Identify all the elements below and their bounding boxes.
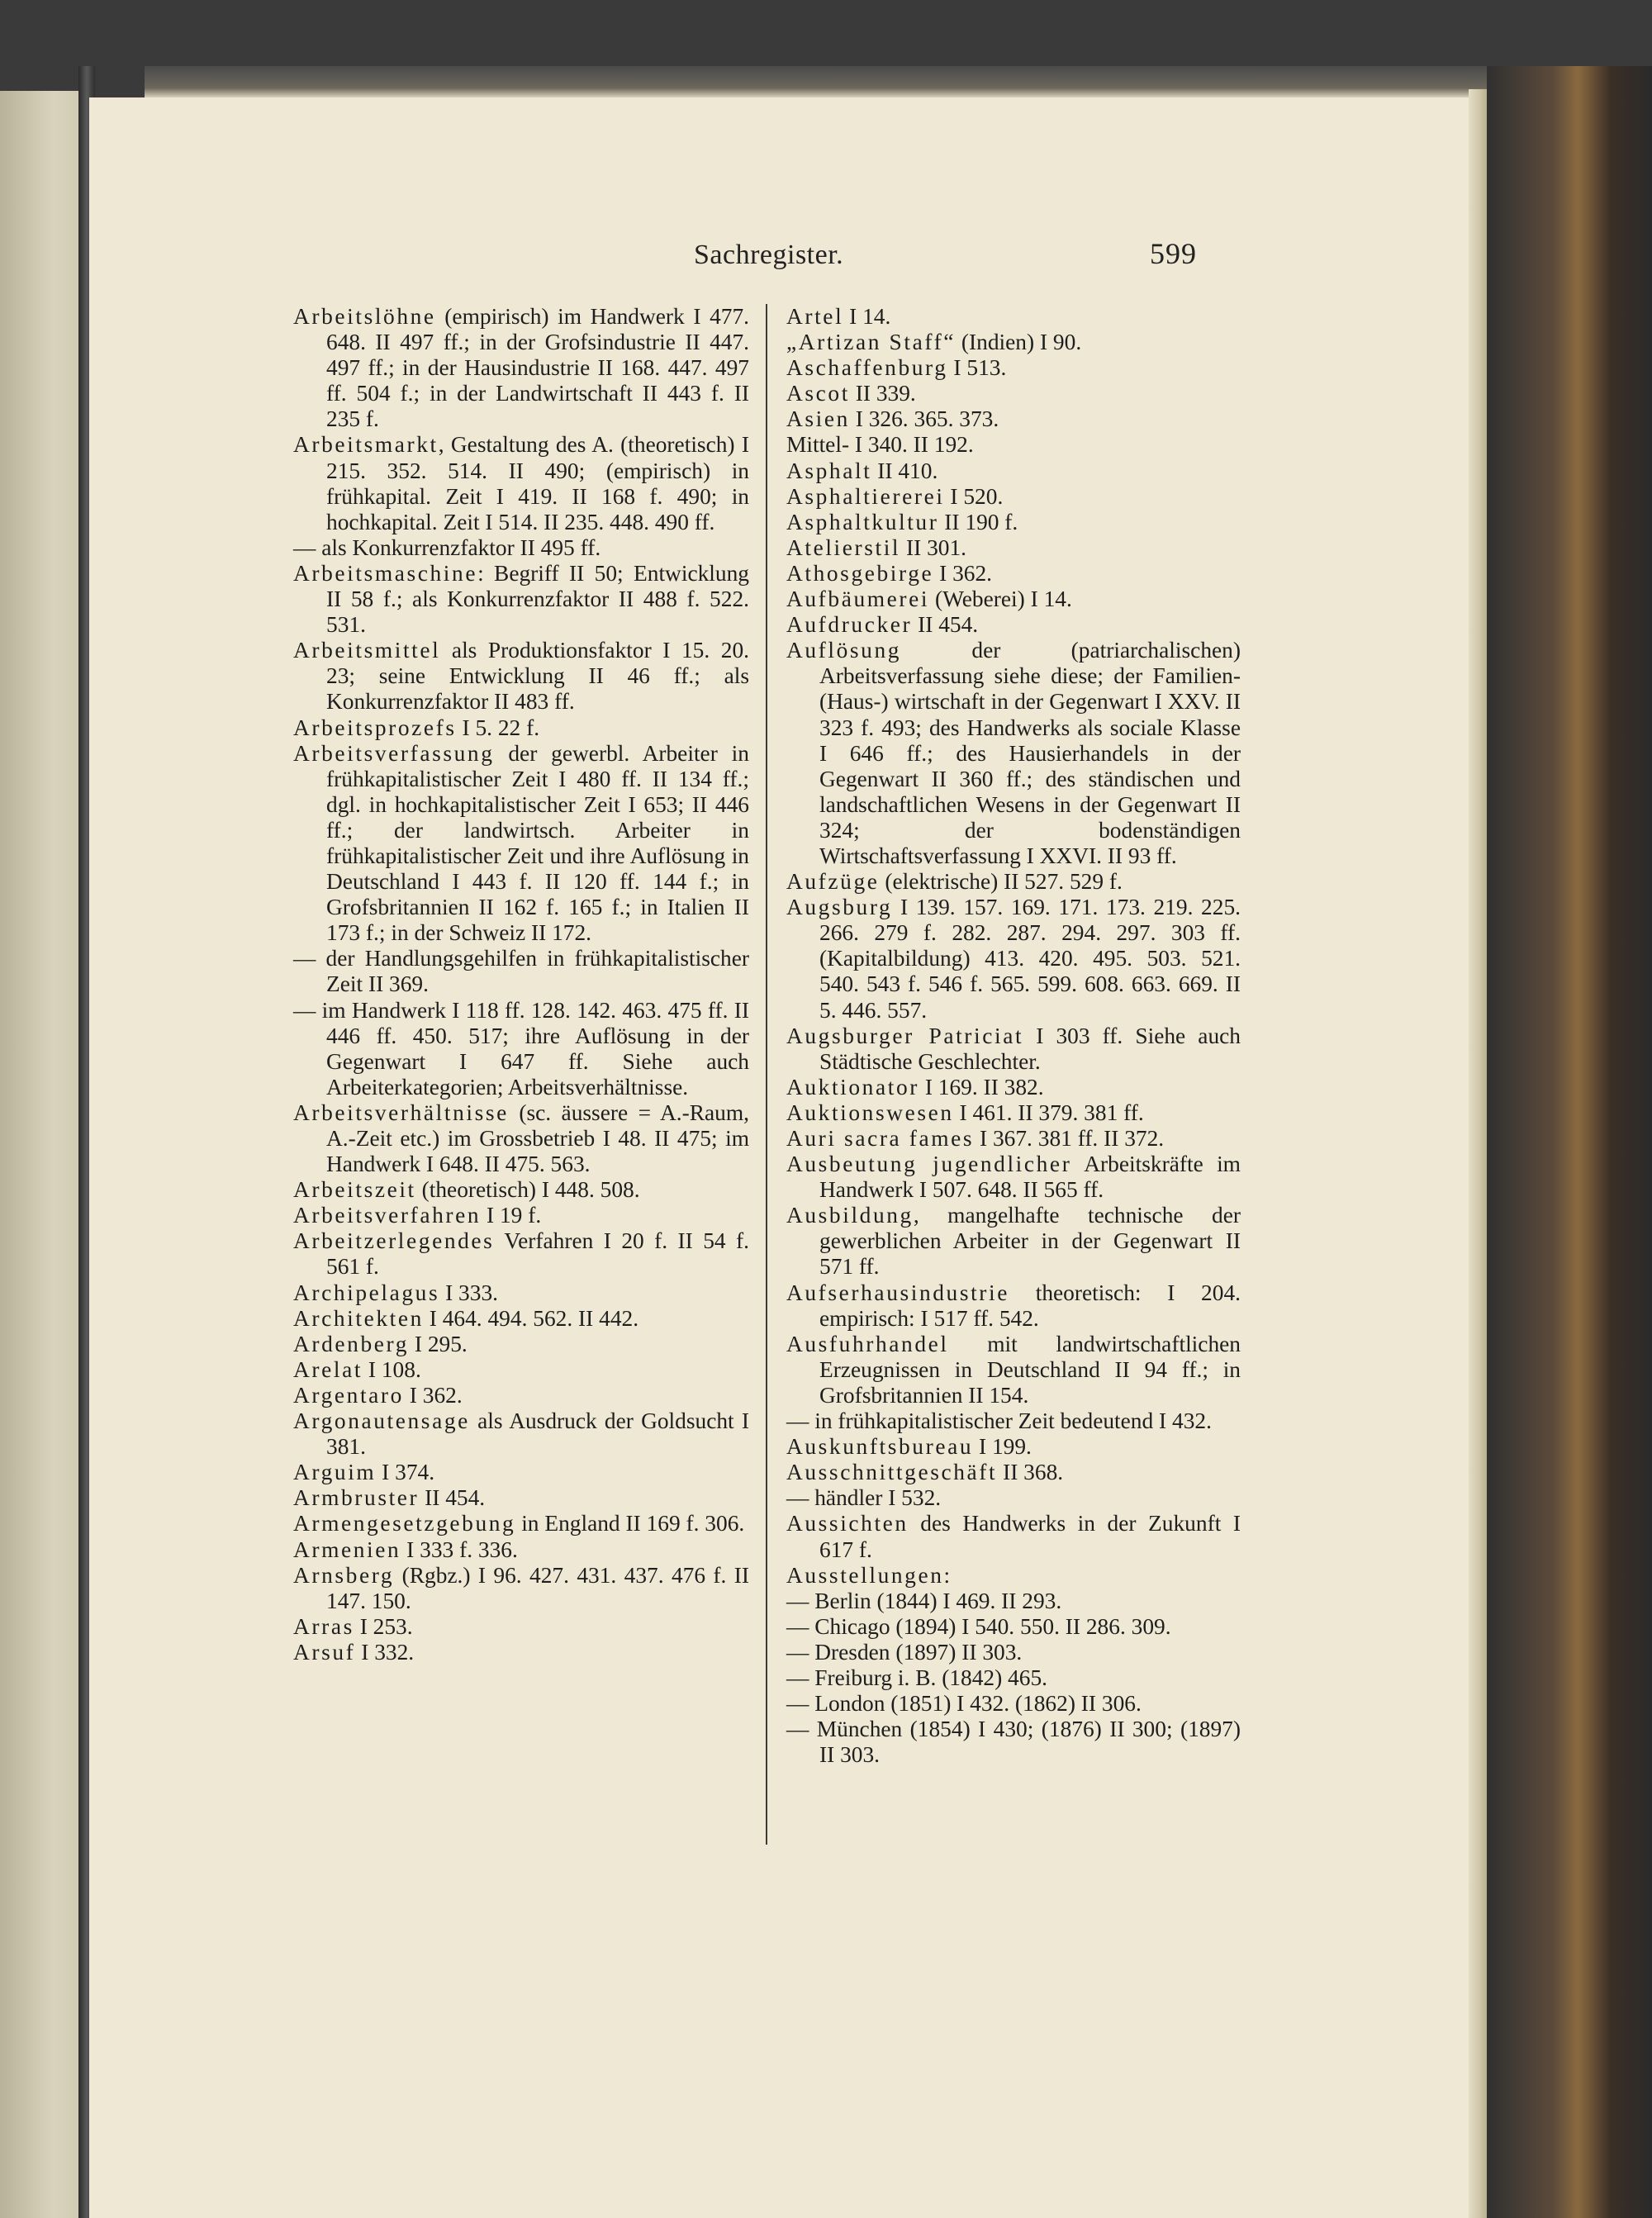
index-entry [786, 1665, 1241, 1691]
index-references: I 333 f. 336. [401, 1536, 518, 1562]
index-headword: Arbeitzerlegendes [293, 1228, 495, 1254]
index-headword: Athosgebirge [786, 560, 934, 586]
index-entry [293, 946, 749, 997]
index-headword: Argonautensage [293, 1408, 470, 1434]
index-entry [293, 1408, 749, 1460]
index-references: , Gestaltung des A. (theoretisch) I 215. 352. 514. II 490; (empirisch) in frühkapital. Zeit I 419. II 168 f. 490; in hochkapital. Zeit I 514. II 235. 448. 490 ff. [326, 432, 749, 534]
index-references: in England II 169 f. 306. [515, 1511, 745, 1536]
index-entry [293, 1460, 749, 1485]
index-headword: Atelierstil [786, 534, 901, 560]
index-headword: Augsburger Patriciat [786, 1023, 1024, 1048]
index-headword: Auflösung [786, 638, 902, 663]
index-entry [786, 432, 1241, 458]
index-headword: Auktionator [786, 1074, 919, 1100]
index-entry [293, 561, 749, 638]
index-entry [786, 1152, 1241, 1203]
index-references: I 513. [947, 355, 1007, 381]
index-references: (Indien) I 90. [956, 330, 1082, 355]
index-references: I 169. II 382. [919, 1074, 1044, 1100]
facing-page-edge [0, 91, 89, 2218]
index-column-right [786, 304, 1241, 1768]
index-headword: Architekten [293, 1305, 424, 1331]
index-headword: Arras [293, 1613, 354, 1639]
index-entry [786, 1075, 1241, 1100]
index-entry [293, 535, 749, 561]
index-references: I 362. [933, 560, 993, 586]
index-references: (sc. äussere = A.-Raum, A.-Zeit etc.) im Grossbetrieb I 48. II 475; im Handwerk I 648. II 475. 563. [326, 1100, 749, 1177]
index-headword: Ausbildung [786, 1203, 914, 1228]
index-references: I 464. 494. 562. II 442. [423, 1305, 639, 1331]
index-entry [786, 1589, 1241, 1614]
index-entry [786, 1563, 1241, 1589]
index-entry [786, 1024, 1241, 1075]
index-headword: Arbeitszeit [293, 1177, 416, 1203]
index-entry [786, 1640, 1241, 1665]
index-references: I 326. 365. 373. [849, 406, 999, 432]
index-entry [786, 638, 1241, 869]
index-references: I 520. [944, 483, 1004, 509]
index-entry [293, 1485, 749, 1511]
index-references: II 339. [849, 381, 916, 406]
index-entry [293, 1177, 749, 1203]
page-number: 599 [1150, 237, 1197, 270]
index-headword: Aufbäumerei [786, 587, 930, 612]
index-references: I 5. 22 f. [456, 715, 540, 740]
index-headword: Ardenberg [293, 1331, 410, 1356]
page-stack-edge [1469, 89, 1487, 2218]
index-references: — händler I 532. [786, 1485, 942, 1511]
index-references: I 19 f. [481, 1203, 542, 1228]
index-references: II 301. [900, 534, 967, 560]
index-entry [786, 510, 1241, 535]
index-references: mit landwirtschaftlichen Erzeugnissen in Deutschland II 94 ff.; in Grofsbritannien II 154. [819, 1331, 1241, 1408]
index-headword: „Artizan Staff“ [786, 330, 957, 355]
index-entry [786, 406, 1241, 432]
index-references: I 199. [973, 1434, 1032, 1460]
index-references: I 333. [439, 1280, 498, 1305]
index-references: (elektrische) II 527. 529 f. [879, 869, 1123, 895]
index-headword: Arbeitsmittel [293, 638, 441, 663]
page-top-edge [145, 66, 1487, 97]
index-headword: Asien [786, 406, 850, 432]
index-entry [786, 1126, 1241, 1152]
index-entry [293, 1383, 749, 1408]
index-references: , mangelhafte technische der gewerblichen Arbeiter in der Gegenwart II 571 ff. [819, 1203, 1241, 1280]
index-headword: Arsuf [293, 1639, 356, 1665]
index-headword: Armbruster [293, 1485, 420, 1511]
index-entry [293, 1537, 749, 1563]
index-entry [786, 1691, 1241, 1717]
index-entry [786, 484, 1241, 510]
index-entry [786, 1485, 1241, 1511]
index-entry [293, 998, 749, 1100]
index-entry [786, 304, 1241, 330]
index-headword: Auri sacra fames [786, 1126, 975, 1151]
index-headword: Aufdrucker [786, 612, 913, 638]
index-headword: Aufserhausindustrie [786, 1280, 1009, 1305]
index-entry [293, 432, 749, 534]
index-entry [293, 638, 749, 715]
index-references: der (patriarchalischen) Arbeitsverfassung siehe diese; der Familien- (Haus-) wirtschaft in der Gegenwart I XXV. II 323 f. 493; des Handwerks als sociale Klasse I 646 ff.; des Hausierhandels in der Gegenwart II 360 ff.; des ständischen und landschaftlichen Wesens in der Gegenwart II 324; der bodenständigen Wirtschaftsverfassung I XXVI. II 93 ff. [819, 638, 1241, 868]
index-entry [786, 1332, 1241, 1408]
column-divider [766, 304, 767, 1845]
index-entry [293, 1332, 749, 1357]
index-headword: Asphaltkultur [786, 509, 939, 534]
index-references: — im Handwerk I 118 ff. 128. 142. 463. 475 ff. II 446 ff. 450. 517; ihre Auflösung in der Gegenwart I 647 ff. Siehe auch Arbeiterkategorien; Arbeitsverhältnisse. [293, 997, 749, 1100]
index-headword: Arbeitsmarkt [293, 432, 439, 458]
index-headword: Ausschnittgeschäft [786, 1460, 998, 1485]
index-entry [786, 458, 1241, 484]
index-headword: Ausbeutung jugendlicher [786, 1152, 1072, 1177]
index-headword: Arbeitslöhne [293, 304, 436, 329]
index-headword: Asphalt [786, 458, 872, 483]
index-headword: Armengesetzgebung [293, 1511, 516, 1536]
index-headword: Asphaltiererei [786, 483, 945, 509]
index-references: II 190 f. [938, 509, 1018, 534]
index-references: — München (1854) I 430; (1876) II 300; (1897) II 303. [786, 1717, 1241, 1768]
running-head: Sachregister. [694, 240, 844, 270]
index-entry [786, 381, 1241, 406]
index-headword: Ausfuhrhandel [786, 1331, 949, 1356]
index-entry [293, 741, 749, 947]
index-references: I 332. [355, 1639, 415, 1665]
index-headword: Arbeitsverhältnisse [293, 1100, 509, 1125]
index-references: : Begriff II 50; Entwicklung II 58 f.; als Konkurrenzfaktor II 488 f. 522. 531. [326, 560, 749, 638]
index-headword: Ascot [786, 381, 850, 406]
index-entry [786, 1203, 1241, 1280]
index-entry [786, 355, 1241, 381]
index-references: — Dresden (1897) II 303. [786, 1639, 1023, 1665]
index-entry [293, 304, 749, 432]
index-entry [786, 1511, 1241, 1562]
index-headword: Aussichten [786, 1511, 909, 1536]
index-headword: Arelat [293, 1356, 363, 1382]
index-entry [786, 895, 1241, 1023]
index-references: als Produktionsfaktor I 15. 20. 23; seine Entwicklung II 46 ff.; als Konkurrenzfaktor II 483 ff. [326, 638, 749, 715]
index-references: Arbeitskräfte im Handwerk I 507. 648. II 565 ff. [819, 1152, 1241, 1203]
index-entry [293, 1306, 749, 1332]
index-headword: Archipelagus [293, 1280, 440, 1305]
index-entry [786, 1280, 1241, 1332]
index-references: des Handwerks in der Zukunft I 617 f. [819, 1511, 1241, 1562]
index-headword: Auktionswesen [786, 1100, 954, 1125]
index-references: — Chicago (1894) I 540. 550. II 286. 309. [786, 1613, 1171, 1639]
index-headword: Arbeitsmaschine [293, 560, 478, 586]
index-entry [786, 330, 1241, 355]
index-entry [293, 715, 749, 741]
index-headword: Auskunftsbureau [786, 1434, 974, 1460]
index-entry [293, 1511, 749, 1536]
index-headword: Aschaffenburg [786, 355, 948, 381]
index-column-left [293, 304, 749, 1665]
index-references: — Berlin (1844) I 469. II 293. [786, 1588, 1062, 1613]
index-references: I 253. [354, 1613, 413, 1639]
index-references: : [943, 1562, 951, 1588]
index-entry [786, 561, 1241, 587]
index-entry [786, 1100, 1241, 1126]
index-references: I 367. 381 ff. II 372. [974, 1126, 1165, 1151]
index-references: der gewerbl. Arbeiter in frühkapitalistischer Zeit I 480 ff. II 134 ff.; dgl. in hochkapitalistischer Zeit I 653; II 446 ff.; der landwirtsch. Arbeiter in frühkapitalistischer Zeit und ihre Auflösung in Deutschland I 443 f. II 120 ff. 144 f.; in Grofsbritannien II 162 f. 165 f.; in Italien II 173 f.; in der Schweiz II 172. [326, 740, 749, 946]
index-references: — Freiburg i. B. (1842) 465. [786, 1665, 1047, 1690]
index-headword: Artel [786, 304, 844, 329]
index-headword: Arguim [293, 1460, 377, 1485]
index-references: — als Konkurrenzfaktor II 495 ff. [293, 534, 601, 560]
index-references: Verfahren I 20 f. II 54 f. 561 f. [326, 1228, 749, 1280]
index-references: — London (1851) I 432. (1862) II 306. [786, 1691, 1142, 1717]
index-references: (Weberei) I 14. [929, 587, 1072, 612]
index-entry [293, 1640, 749, 1665]
index-references: I 362. [403, 1382, 463, 1408]
index-references: — in frühkapitalistischer Zeit bedeutend I 432. [786, 1408, 1212, 1434]
index-entry [786, 869, 1241, 895]
index-references: Mittel- I 340. II 192. [786, 432, 974, 458]
index-entry [293, 1203, 749, 1228]
index-entry [786, 587, 1241, 612]
index-references: I 108. [363, 1356, 421, 1382]
index-entry [786, 1614, 1241, 1640]
index-references: II 368. [997, 1460, 1064, 1485]
index-entry [293, 1614, 749, 1640]
index-entry [293, 1228, 749, 1280]
index-references: I 139. 157. 169. 171. 173. 219. 225. 266. 279 f. 282. 287. 294. 297. 303 ff. (Kapitalbildung) 413. 420. 495. 503. 521. 540. 543 f. 546 f. 565. 599. 608. 663. 669. II 5. 446. 557. [819, 895, 1241, 1023]
index-headword: Argentaro [293, 1382, 404, 1408]
index-references: (empirisch) im Handwerk I 477. 648. II 497 ff.; in der Grofsindustrie II 447. 497 ff.; in der Hausindustrie II 168. 447. 497 ff. 504 f.; in der Landwirtschaft II 443 f. II 235 f. [326, 304, 749, 432]
index-headword: Arbeitsverfahren [293, 1203, 482, 1228]
index-references: I 295. [409, 1331, 468, 1356]
index-references: als Ausdruck der Goldsucht I 381. [326, 1408, 749, 1460]
index-entry [293, 1357, 749, 1383]
book-cover-edge [1487, 66, 1652, 2218]
index-headword: Augsburg [786, 895, 893, 920]
index-headword: Armenien [293, 1536, 401, 1562]
index-references: (theoretisch) I 448. 508. [415, 1177, 640, 1203]
index-references: II 454. [912, 612, 979, 638]
index-entry [293, 1100, 749, 1177]
index-entry [786, 1717, 1241, 1768]
index-references: I 303 ff. Siehe auch Städtische Geschlechter. [819, 1023, 1241, 1074]
index-references: — der Handlungsgehilfen in frühkapitalistischer Zeit II 369. [293, 946, 749, 997]
index-entry [293, 1280, 749, 1306]
index-entry [786, 612, 1241, 638]
index-references: I 461. II 379. 381 ff. [953, 1100, 1144, 1125]
index-references: theoretisch: I 204. empirisch: I 517 ff. 542. [819, 1280, 1241, 1331]
index-headword: Arbeitsprozefs [293, 715, 457, 740]
index-references: I 14. [843, 304, 891, 329]
index-entry [786, 535, 1241, 561]
index-references: II 410. [871, 458, 938, 483]
index-entry [786, 1408, 1241, 1434]
index-entry [786, 1434, 1241, 1460]
index-headword: Arbeitsverfassung [293, 740, 495, 766]
index-references: II 454. [419, 1485, 486, 1511]
index-entry [786, 1460, 1241, 1485]
index-references: (Rgbz.) I 96. 427. 431. 437. 476 f. II 147. 150. [326, 1562, 749, 1613]
index-headword: Arnsberg [293, 1562, 395, 1588]
index-references: I 374. [376, 1460, 435, 1485]
index-headword: Ausstellungen [786, 1562, 944, 1588]
index-entry [293, 1563, 749, 1614]
index-headword: Aufzüge [786, 869, 880, 895]
